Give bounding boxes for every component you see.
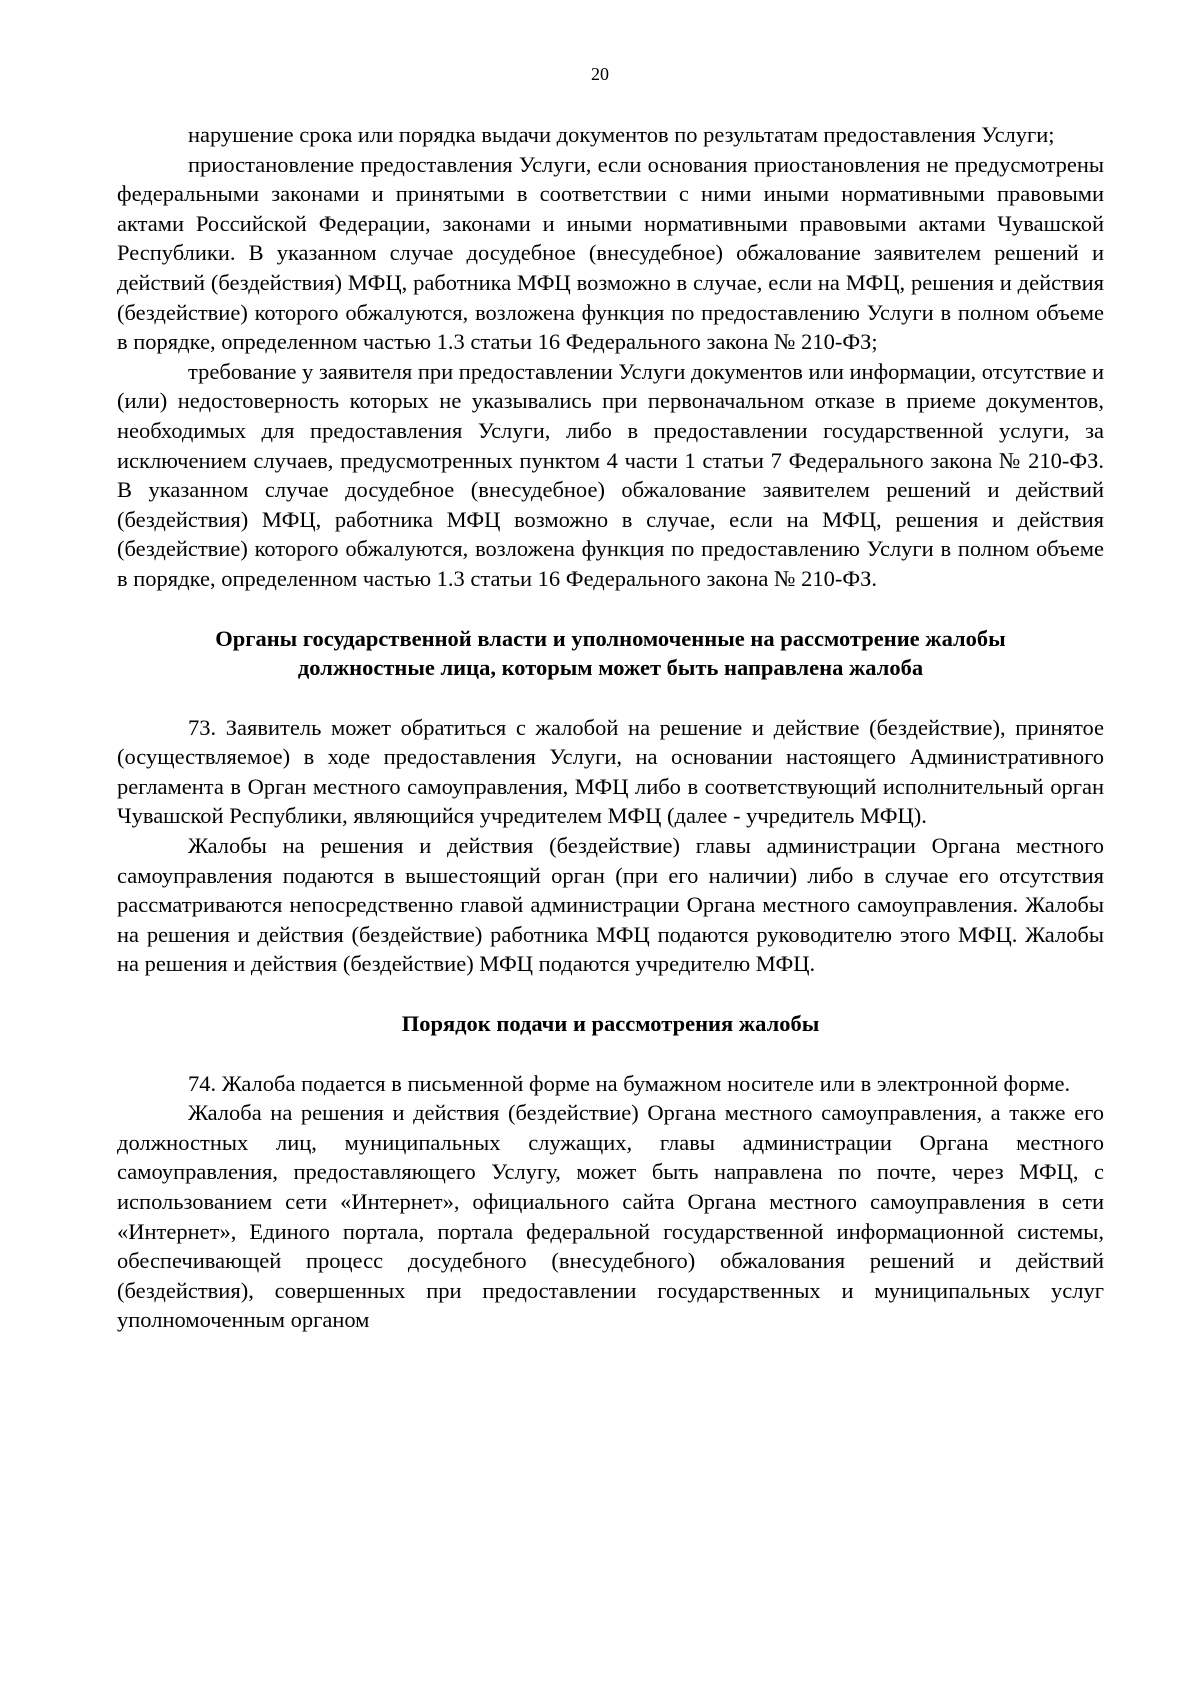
section-heading-authorities-line-1: Органы государственной власти и уполномоченные на рассмотрение жалобы (215, 625, 1006, 651)
paragraph-violation-of-issuance: нарушение срока или порядка выдачи документов по результатам предоставления Услуги; (188, 122, 1055, 147)
paragraph-74: 74. Жалоба подается в письменной форме на бумажном носителе или в электронной форме. (188, 1070, 1071, 1096)
page-number: 20 (591, 64, 609, 84)
paragraph-suspension-of-service: приостановление предоставления Услуги, если основания приостановления не предусмотрены федеральными законами и принятыми в соответствии с ними иными нормативными правовыми актами Российской Федерации, законами и иными нормативными правовыми актами Чувашской Республики. В указанном случае досудебное (внесудебное) обжалование заявителем решений и действий (бездействия) МФЦ, работника МФЦ возможно в случае, если на МФЦ, решения и действия (бездействие) которого обжалуются, возложена функция по предоставлению Услуги в полном объеме в порядке, определенном частью 1.3 статьи 16 Федерального закона № 210-ФЗ; (117, 151, 1104, 355)
section-heading-complaint-procedure: Порядок подачи и рассмотрения жалобы (401, 1011, 820, 1037)
paragraph-complaint-channels: Жалоба на решения и действия (бездействие) Органа местного самоуправления, а также его должностных лиц, муниципальных служащих, главы администрации Органа местного самоуправления, предоставляющего Услугу, может быть направлена по почте, через МФЦ, с использованием сети «Интернет», официального сайта Органа местного самоуправления в сети «Интернет», Единого портала, портала федеральной государственной информационной системы, обеспечивающей процесс досудебного (внесудебного) обжалования решений и действий (бездействия), совершенных при предоставлении государственных и муниципальных услуг уполномоченным органом (117, 1100, 1104, 1333)
document-body (117, 120, 1104, 1335)
paragraph-complaints-addressees: Жалобы на решения и действия (бездействие) главы администрации Органа местного самоуправления подаются в вышестоящий орган (при его наличии) либо в случае его отсутствия рассматриваются непосредственно главой администрации Органа местного самоуправления. Жалобы на решения и действия (бездействие) работника МФЦ подаются руководителю этого МФЦ. Жалобы на решения и действия (бездействие) МФЦ подаются учредителю МФЦ. (117, 833, 1104, 977)
paragraph-73: 73. Заявитель может обратиться с жалобой на решение и действие (бездействие), принятое (осуществляемое) в ходе предоставления Услуги, на основании настоящего Административного регламента в Орган местного самоуправления, МФЦ либо в соответствующий исполнительный орган Чувашской Республики, являющийся учредителем МФЦ (далее - учредитель МФЦ). (117, 714, 1104, 829)
section-heading-authorities (117, 624, 1104, 683)
section-heading-authorities-line-2: должностные лица, которым может быть направлена жалоба (297, 655, 924, 681)
paragraph-document-requirement: требование у заявителя при предоставлении Услуги документов или информации, отсутствие и (или) недостоверность которых не указывались при первоначальном отказе в приеме документов, необходимых для предоставления Услуги, либо в предоставлении государственной услуги, за исключением случаев, предусмотренных пунктом 4 части 1 статьи 7 Федерального закона № 210-ФЗ. В указанном случае досудебное (внесудебное) обжалование заявителем решений и действий (бездействия) МФЦ, работника МФЦ возможно в случае, если на МФЦ, решения и действия (бездействие) которого обжалуются, возложена функция по предоставлению Услуги в полном объеме в порядке, определенном частью 1.3 статьи 16 Федерального закона № 210-ФЗ. (117, 358, 1104, 591)
